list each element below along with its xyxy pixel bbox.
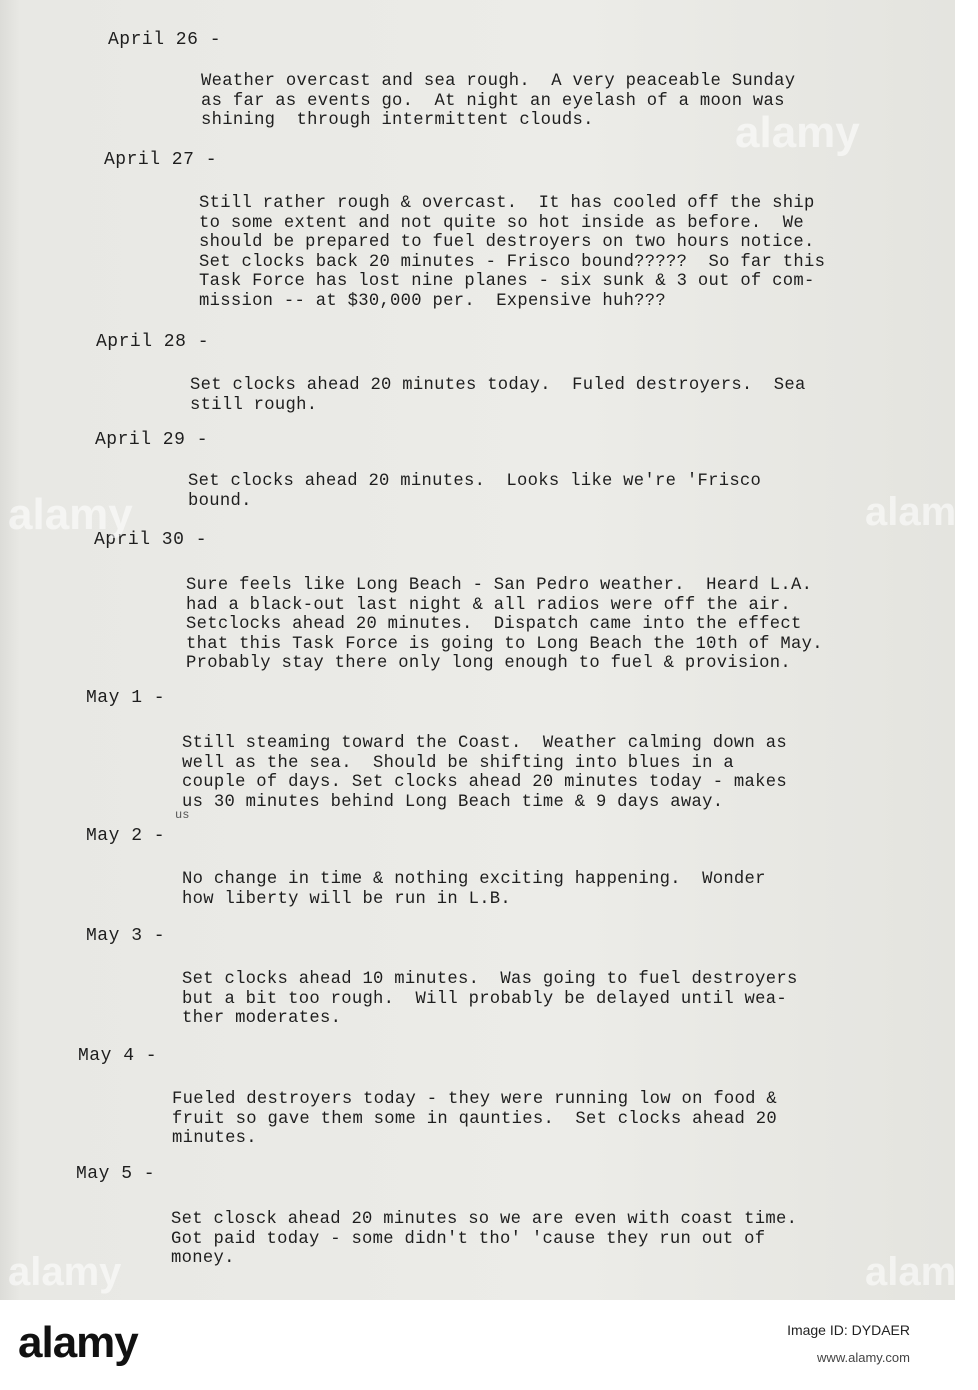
entry-date: May 5 - [76, 1164, 156, 1184]
entry-text: Sure feels like Long Beach - San Pedro weather. Heard L.A. had a black-out last night & all radios were off the air. Setclocks ahead 20 minutes. Dispatch came into the effect that this Task Force is going to Long Beach the 10th of May. Probably stay there only long enough to fuel & provision. [186, 576, 823, 674]
watermark: alamy [865, 1250, 978, 1294]
entry-text: No change in time & nothing exciting happening. Wonder how liberty will be run in L.B. [182, 870, 766, 909]
watermark: alamy [735, 108, 860, 157]
entry-text: Set closck ahead 20 minutes so we are even with coast time. Got paid today - some didn't tho' 'cause they run out of money. [171, 1210, 798, 1269]
entry-date: May 2 - [86, 826, 166, 846]
diary-entry [78, 1046, 777, 1149]
diary-entry [104, 150, 825, 312]
watermark: alamy [8, 490, 133, 539]
watermark: alamy [865, 490, 978, 534]
entry-text: Set clocks ahead 20 minutes today. Fuled destroyers. Sea still rough. [190, 376, 806, 415]
stray-mark: us [175, 808, 190, 822]
diary-entry [86, 688, 787, 812]
entry-text: Still rather rough & overcast. It has cooled off the ship to some extent and not quite so hot inside as before. We should be prepared to fuel destroyers on two hours notice. Set clocks back 20 minutes - Frisco bound????? So far this Task Force has lost nine planes - six sunk & 3 out of com- mission -- at $30,000 per. Expensive huh??? [199, 194, 826, 311]
entry-text: Still steaming toward the Coast. Weather calming down as well as the sea. Should be shifting into blues in a couple of days. Set clocks ahead 20 minutes today - makes us 30 minutes behind Long Beach time & 9 days away. [182, 734, 788, 812]
entry-date: April 28 - [96, 332, 210, 352]
entry-text: Set clocks ahead 10 minutes. Was going to fuel destroyers but a bit too rough. Will probably be delayed until wea- ther moderates. [182, 970, 798, 1029]
entry-date: April 27 - [104, 150, 218, 170]
diary-entry [96, 332, 806, 415]
entry-date: May 1 - [86, 688, 166, 708]
diary-entry [86, 926, 798, 1029]
diary-entry [108, 30, 795, 131]
entry-date: April 26 - [108, 30, 222, 50]
diary-entry [86, 826, 766, 909]
site-url: www.alamy.com [817, 1350, 910, 1365]
brand-logo: alamy [18, 1318, 138, 1367]
entry-date: May 3 - [86, 926, 166, 946]
diary-entry [95, 430, 761, 511]
stock-footer [0, 1300, 955, 1390]
entry-date: April 30 - [94, 530, 208, 550]
watermark: alamy [8, 1250, 122, 1294]
diary-entry [76, 1164, 797, 1269]
diary-entry [94, 530, 823, 674]
entry-text: Fueled destroyers today - they were running low on food & fruit so gave them some in qaunties. Set clocks ahead 20 minutes. [172, 1090, 778, 1149]
entry-text: Weather overcast and sea rough. A very peaceable Sunday as far as events go. At night an eyelash of a moon was shining through intermittent clouds. [201, 72, 796, 131]
entry-text: Set clocks ahead 20 minutes. Looks like we're 'Frisco bound. [188, 472, 762, 511]
image-id: Image ID: DYDAER [787, 1322, 910, 1338]
entry-date: April 29 - [95, 430, 209, 450]
entry-date: May 4 - [78, 1046, 158, 1066]
